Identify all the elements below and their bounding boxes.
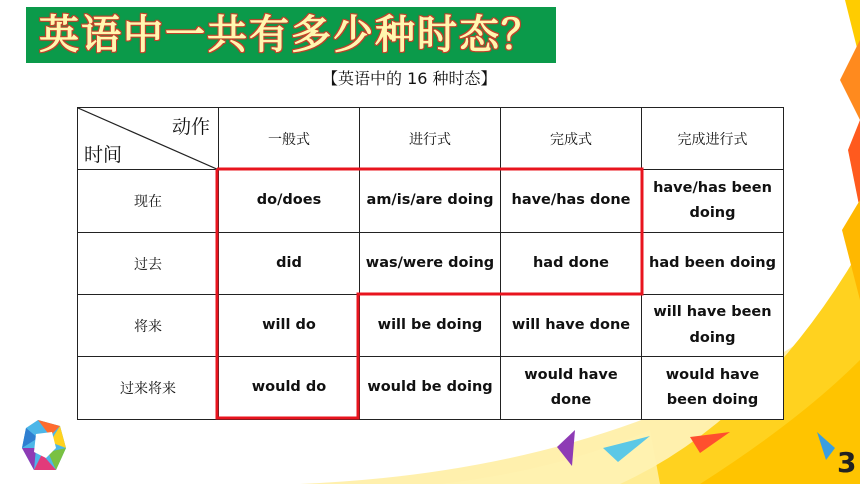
table-cell: do/does — [219, 170, 360, 233]
row-header: 现在 — [78, 170, 219, 233]
row-header: 将来 — [78, 295, 219, 357]
tense-table — [77, 107, 784, 420]
table-cell: had been doing — [642, 233, 784, 295]
table-cell: have/has been doing — [642, 170, 784, 233]
page-number: 3 — [837, 446, 857, 479]
column-header: 完成式 — [501, 108, 642, 170]
table-cell: would do — [219, 357, 360, 420]
table-cell: would have been doing — [642, 357, 784, 420]
row-header: 过来将来 — [78, 357, 219, 420]
table-cell: will have done — [501, 295, 642, 357]
row-header: 过去 — [78, 233, 219, 295]
column-header: 进行式 — [360, 108, 501, 170]
column-header: 完成进行式 — [642, 108, 784, 170]
page-title: 英语中一共有多少种时态？ — [39, 12, 543, 58]
table-row — [78, 357, 784, 420]
table-row — [78, 170, 784, 233]
corner-label-time: 时间 — [84, 144, 123, 166]
table-cell: would be doing — [360, 357, 501, 420]
table-row — [78, 295, 784, 357]
table-cell: would have done — [501, 357, 642, 420]
table-cell: have/has done — [501, 170, 642, 233]
table-cell: will be doing — [360, 295, 501, 357]
column-header: 一般式 — [219, 108, 360, 170]
logo-shape — [22, 420, 66, 470]
header-row — [78, 108, 784, 170]
table-caption: 【英语中的 16 种时态】 — [322, 69, 497, 88]
corner-label-action: 动作 — [171, 116, 210, 138]
title-banner — [26, 7, 556, 63]
table-cell: did — [219, 233, 360, 295]
table-cell: am/is/are doing — [360, 170, 501, 233]
table-cell: was/were doing — [360, 233, 501, 295]
table-cell: will have been doing — [642, 295, 784, 357]
table-row — [78, 233, 784, 295]
table-cell: had done — [501, 233, 642, 295]
corner-header-cell — [78, 108, 219, 170]
table-cell: will do — [219, 295, 360, 357]
